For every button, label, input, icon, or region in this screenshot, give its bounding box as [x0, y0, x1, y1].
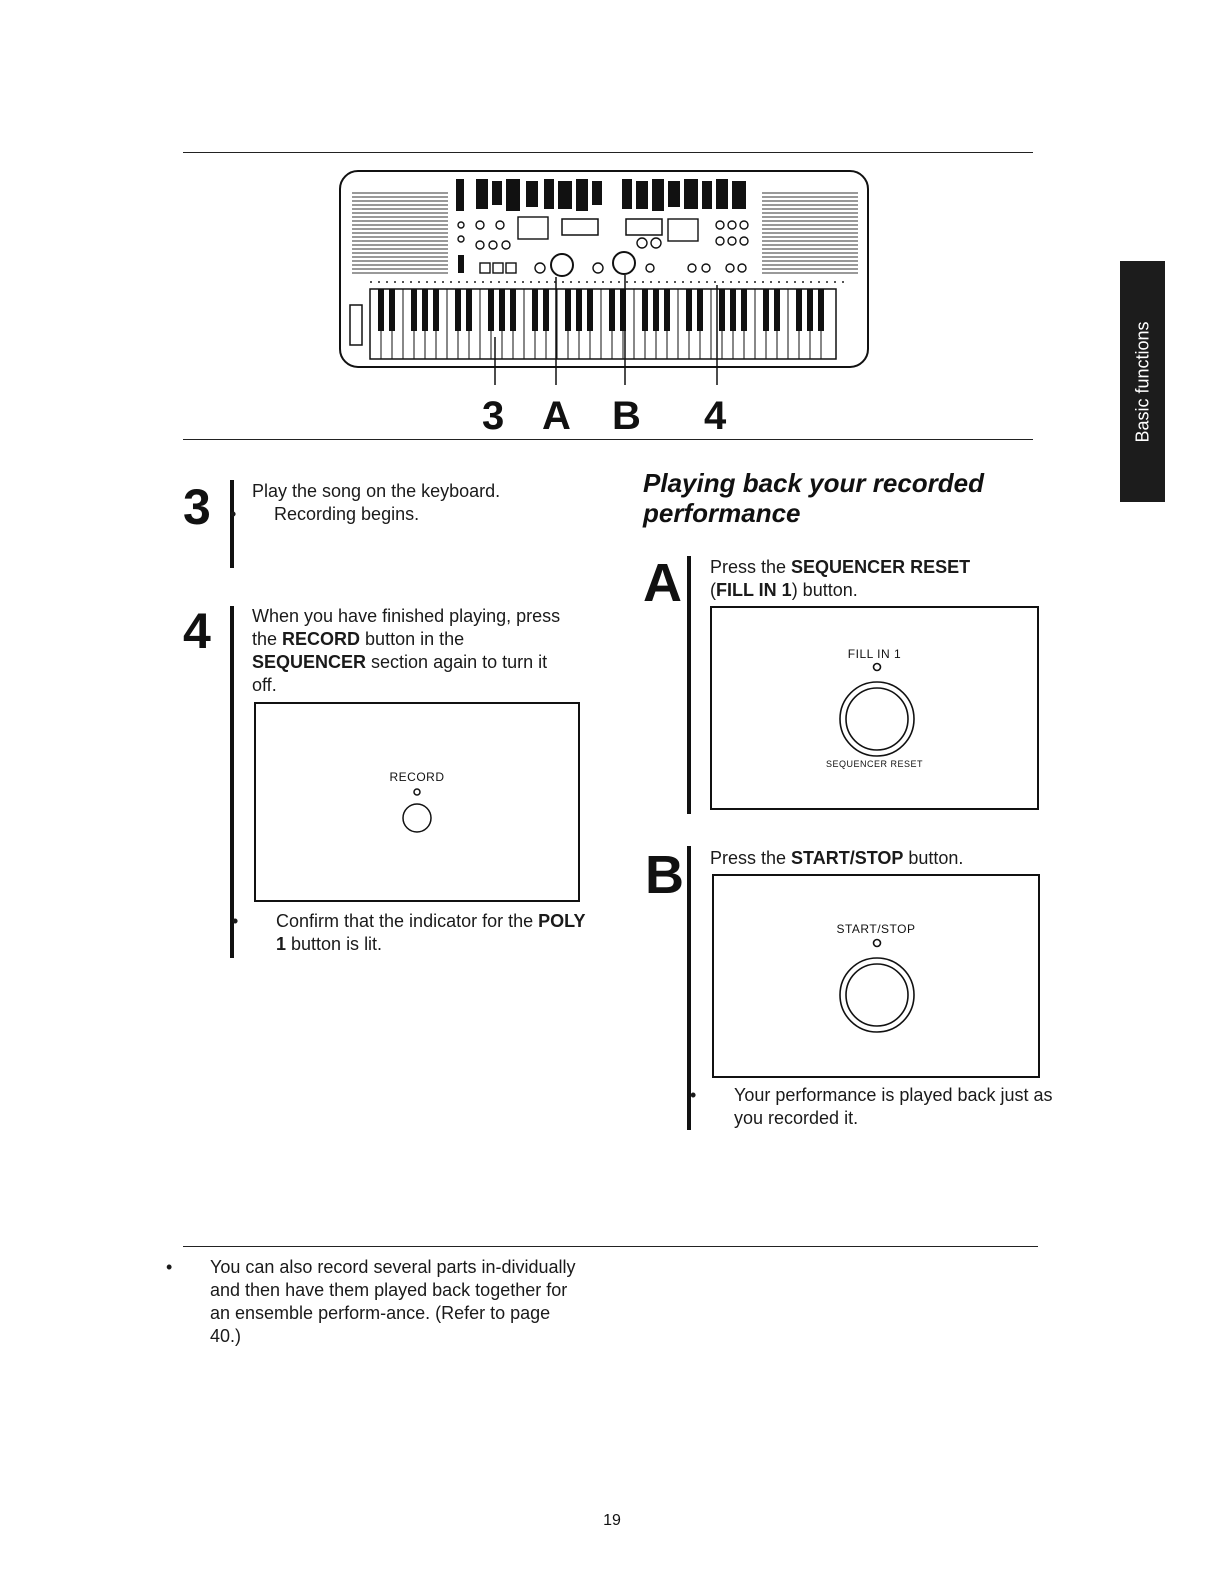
callout-4: 4: [704, 394, 727, 438]
step-a-letter: A: [643, 553, 682, 613]
step-4-note: • Confirm that the indicator for the POLY 1 button is lit.: [254, 910, 596, 956]
playback-section-title: Playing back your recorded performance: [643, 468, 985, 528]
step-a-text: Press the SEQUENCER RESET (FILL IN 1) button.: [710, 557, 971, 600]
step-4-bar: [230, 606, 234, 958]
keyboard-illustration: [330, 165, 890, 385]
sequencer-reset-label: SEQUENCER RESET: [825, 759, 924, 769]
record-label: RECORD: [389, 770, 445, 784]
callout-3: 3: [482, 394, 505, 438]
footnote: • You can also record several parts in-dividually and then have them played back together for an ensemble perform-ance. (Refer to page 40.): [188, 1256, 582, 1348]
side-tab-label: Basic functions: [1132, 320, 1152, 443]
sequencer-reset-panel: [710, 606, 1039, 810]
callout-b: B: [612, 394, 641, 438]
footnote-rule: [183, 1246, 1038, 1247]
start-stop-label: START/STOP: [836, 922, 916, 936]
step-a-bar: [687, 556, 691, 814]
sequencer-reset-button-illustration: [832, 660, 922, 760]
record-button-illustration: [397, 786, 437, 834]
step-4-number: 4: [183, 603, 211, 659]
diagram-bottom-rule: [183, 439, 1033, 440]
step-b-note: • Your performance is played back just as you recorded it.: [712, 1084, 1054, 1130]
step-3-text: [252, 480, 572, 526]
step-b-letter: B: [645, 845, 684, 905]
step-b-text: Press the START/STOP button.: [710, 848, 964, 868]
page-number: 19: [603, 1512, 621, 1529]
callout-a: A: [542, 394, 571, 438]
step-4-text: When you have finished playing, press the RECORD button in the SEQUENCER section again to turn it off.: [252, 606, 561, 695]
record-button-panel: [254, 702, 580, 902]
section-side-tab: [1120, 261, 1165, 502]
step-3-bullet: • Recording begins.: [252, 503, 572, 526]
step-3-line: Play the song on the keyboard.: [252, 481, 501, 501]
fill-in-1-label: FILL IN 1: [847, 647, 902, 661]
top-rule: [183, 152, 1033, 153]
keyboard-diagram: [330, 165, 890, 385]
step-3-number: 3: [183, 479, 211, 535]
start-stop-button-illustration: [832, 936, 922, 1036]
start-stop-panel: [712, 874, 1040, 1078]
